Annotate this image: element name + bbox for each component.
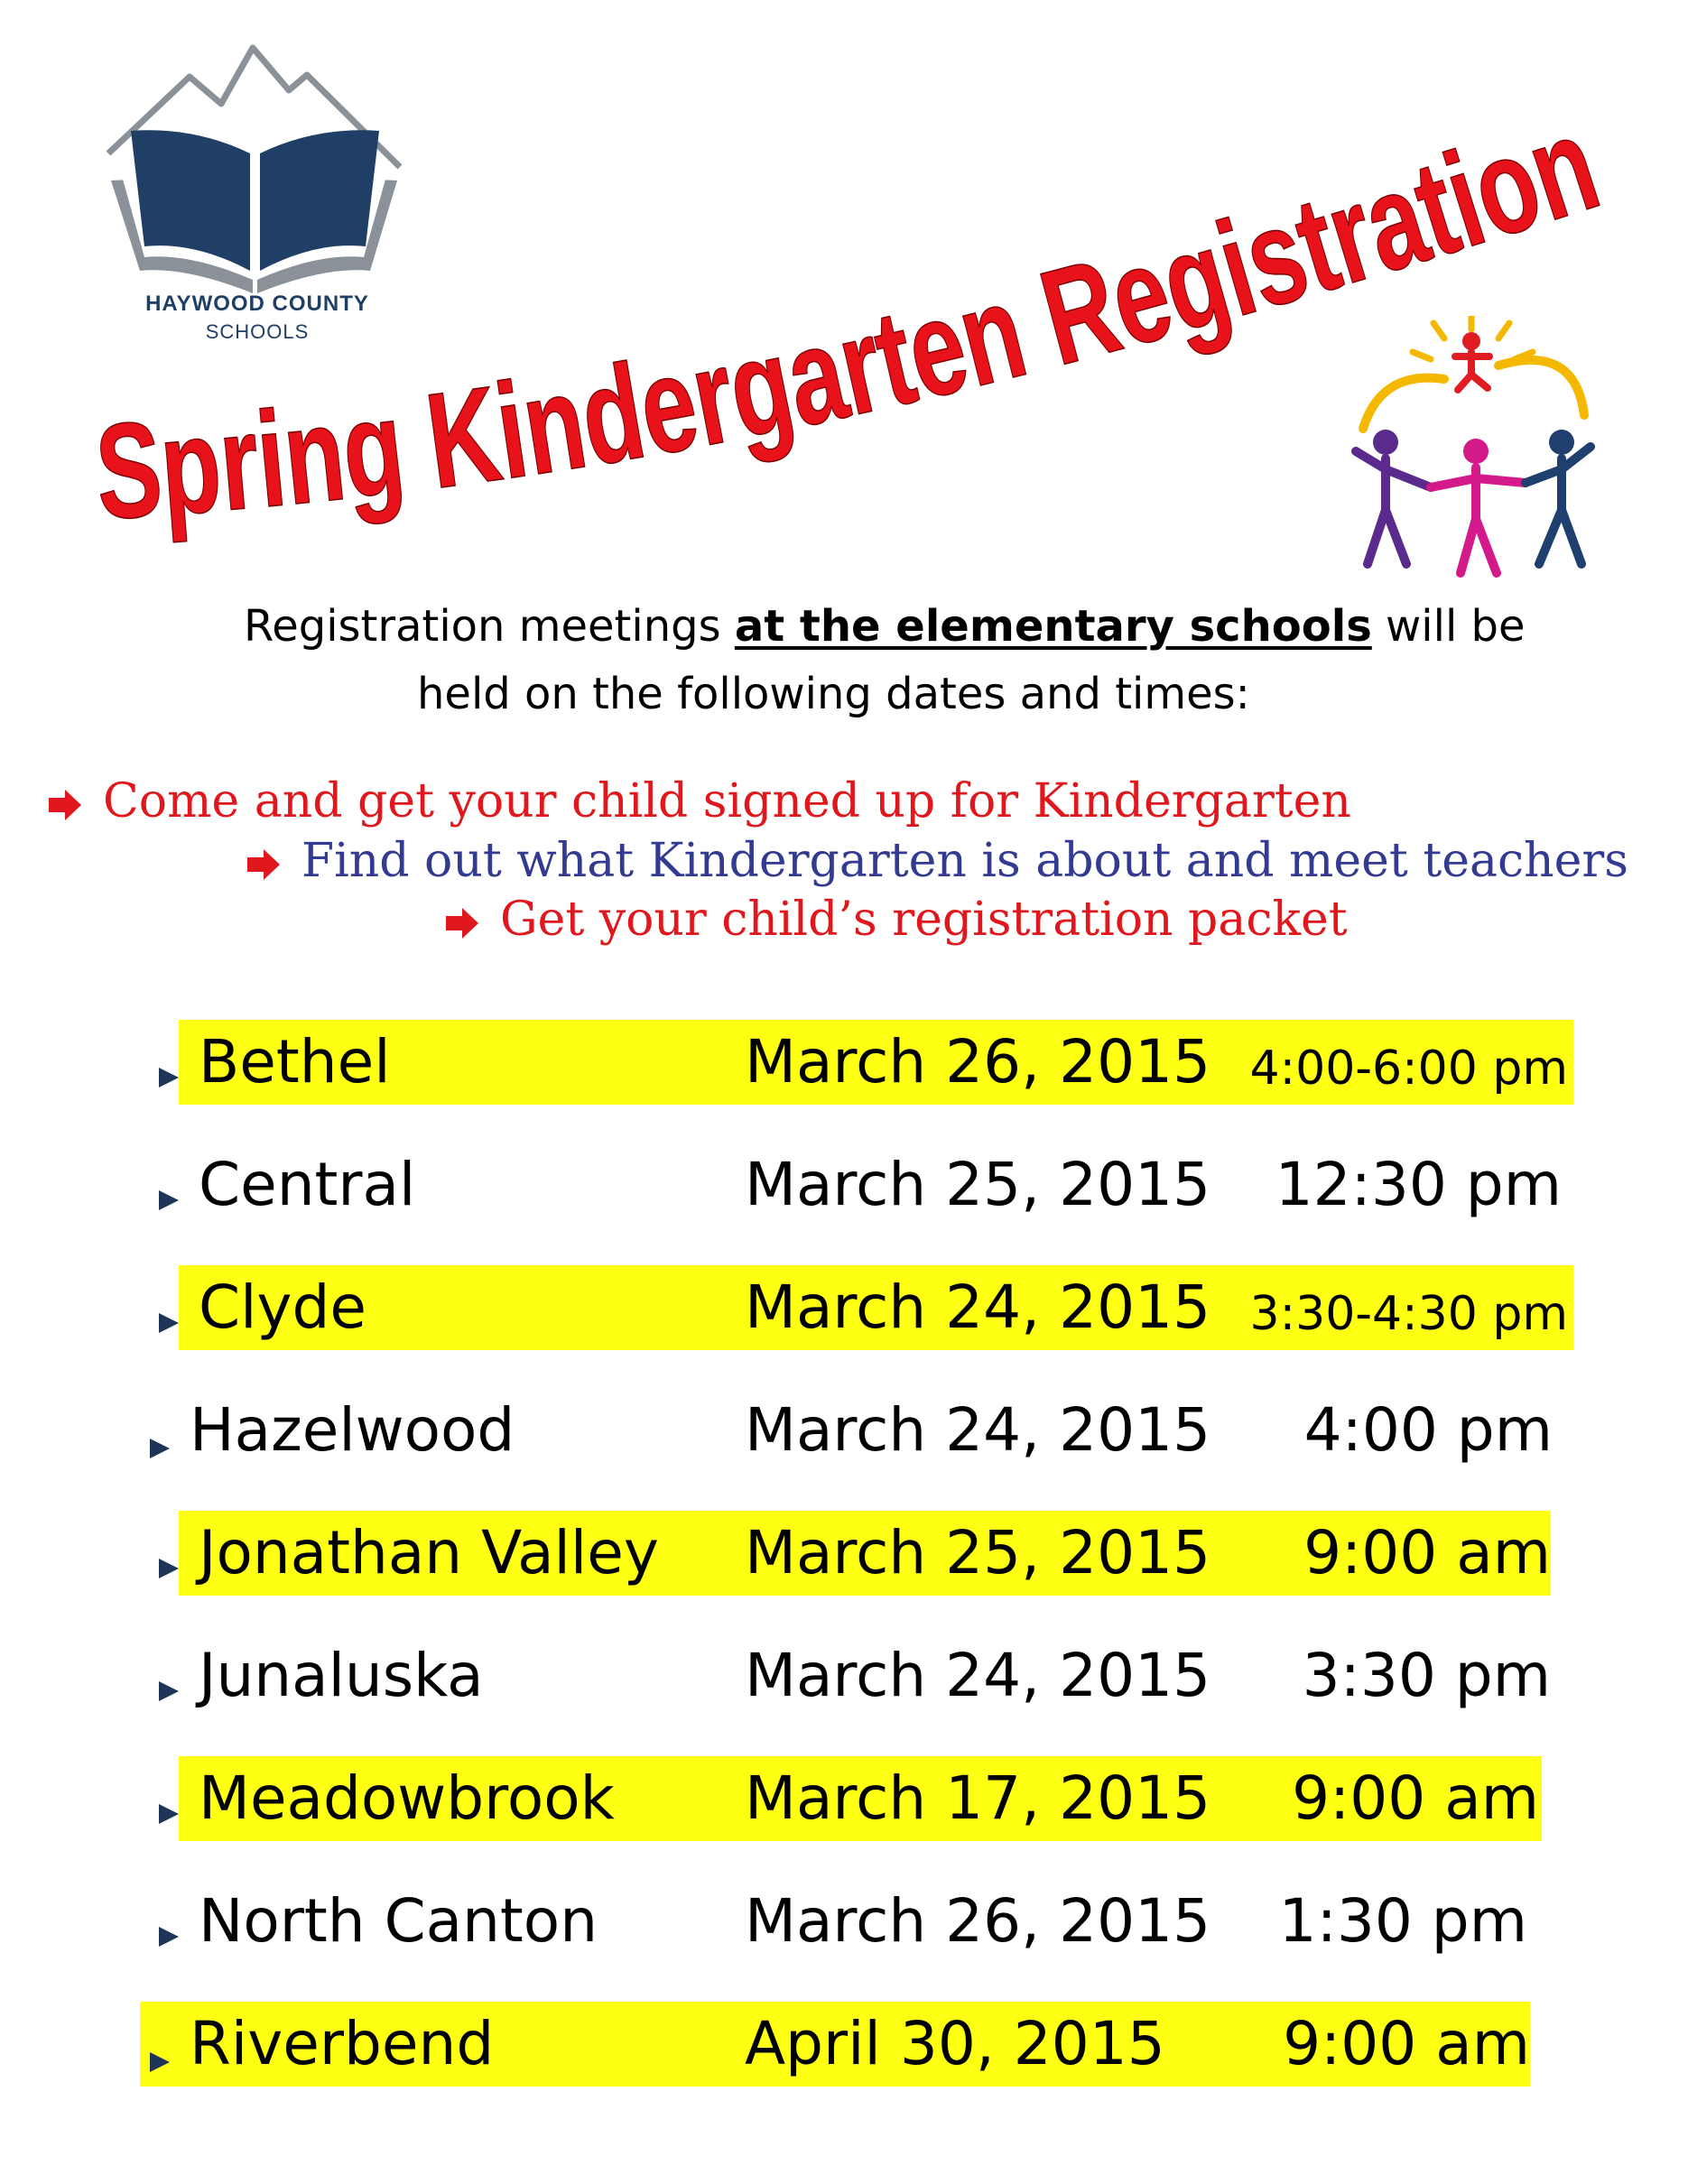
triangle-bullet-icon — [159, 1068, 179, 1087]
schedule-row — [0, 1388, 1688, 1473]
bullet-item — [246, 834, 1628, 888]
intro-line-2: held on the following dates and times: — [417, 669, 1250, 719]
meeting-time: 3:30-4:30 pm — [1249, 1287, 1568, 1341]
meeting-date: April 30, 2015 — [745, 2009, 1165, 2078]
school-name: Hazelwood — [190, 1395, 515, 1465]
meeting-time: 3:30 pm — [1302, 1641, 1551, 1710]
meeting-date: March 25, 2015 — [745, 1518, 1211, 1587]
meeting-date: March 24, 2015 — [745, 1395, 1211, 1465]
meeting-time: 9:00 am — [1292, 1763, 1539, 1833]
triangle-bullet-icon — [159, 1313, 179, 1333]
triangle-bullet-icon — [159, 1190, 179, 1210]
schedule-row — [0, 1879, 1688, 1964]
meeting-time: 1:30 pm — [1278, 1886, 1527, 1956]
school-name: Bethel — [199, 1027, 391, 1097]
meeting-time: 9:00 am — [1303, 1518, 1551, 1587]
schedule-row — [0, 1020, 1688, 1105]
red-arrow-icon — [47, 787, 83, 823]
meeting-time: 9:00 am — [1283, 2009, 1530, 2078]
intro-text-after: will be — [1371, 601, 1526, 652]
meeting-time: 12:30 pm — [1275, 1150, 1562, 1219]
school-name: Riverbend — [190, 2009, 495, 2078]
meeting-time: 4:00 pm — [1303, 1395, 1553, 1465]
intro-emphasis: at the elementary schools — [734, 601, 1372, 652]
schedule-row — [0, 1143, 1688, 1227]
meeting-time: 4:00-6:00 pm — [1249, 1041, 1568, 1096]
schedule-row — [0, 1756, 1688, 1841]
triangle-bullet-icon — [150, 2052, 170, 2072]
bullet-item — [47, 774, 1351, 828]
triangle-bullet-icon — [159, 1559, 179, 1578]
school-name: Jonathan Valley — [199, 1518, 659, 1587]
bullet-text: Get your child’s registration packet — [500, 893, 1348, 947]
school-name: Clyde — [199, 1272, 366, 1342]
meeting-date: March 25, 2015 — [745, 1150, 1211, 1219]
bullet-text: Come and get your child signed up for Kindergarten — [103, 774, 1351, 828]
logo-line-2: SCHOOLS — [205, 320, 310, 343]
meeting-date: March 24, 2015 — [745, 1272, 1211, 1342]
bullet-item — [444, 893, 1348, 947]
meeting-date: March 26, 2015 — [745, 1027, 1211, 1097]
school-name: Junaluska — [199, 1641, 484, 1710]
school-name: Meadowbrook — [199, 1763, 615, 1833]
triangle-bullet-icon — [159, 1804, 179, 1824]
logo-line-1: HAYWOOD COUNTY — [145, 292, 369, 316]
triangle-bullet-icon — [150, 1439, 170, 1458]
triangle-bullet-icon — [159, 1927, 179, 1947]
school-name: Central — [199, 1150, 416, 1219]
schedule-row — [0, 1633, 1688, 1718]
page-title: Spring Kindergarten Registration — [91, 79, 1637, 549]
red-arrow-icon — [444, 905, 480, 941]
meeting-date: March 17, 2015 — [745, 1763, 1211, 1833]
school-name: North Canton — [199, 1886, 598, 1956]
triangle-bullet-icon — [159, 1681, 179, 1701]
meeting-date: March 26, 2015 — [745, 1886, 1211, 1956]
schedule-row — [0, 2002, 1688, 2087]
bullet-text: Find out what Kindergarten is about and meet teachers — [301, 834, 1628, 888]
schedule-row — [0, 1511, 1688, 1596]
meeting-date: March 24, 2015 — [745, 1641, 1211, 1710]
intro-line-1 — [244, 601, 1553, 652]
red-arrow-icon — [246, 847, 282, 883]
intro-text-before: Registration meetings — [244, 601, 735, 652]
children-holding-hands-sun-icon — [1345, 316, 1607, 578]
schedule-row — [0, 1265, 1688, 1350]
